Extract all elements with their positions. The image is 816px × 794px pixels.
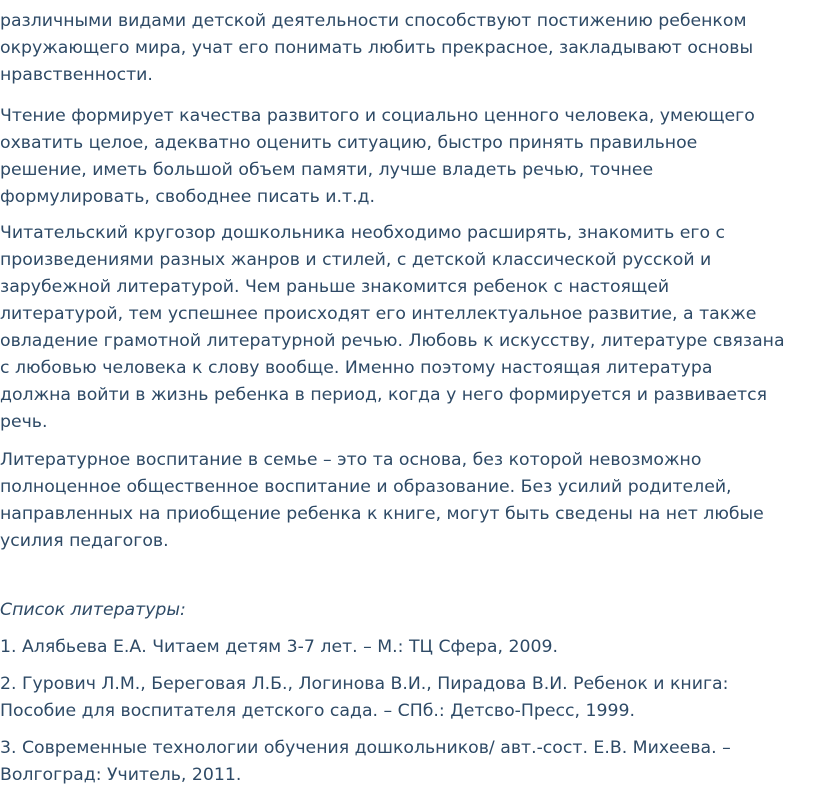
text-line: Литературное воспитание в семье – это та основа, без которой невозможно	[0, 450, 702, 470]
text-line: овладение грамотной литературной речью. Любовь к искусству, литературе связана	[0, 331, 785, 351]
text-line: Чтение формирует качества развитого и социально ценного человека, умеющего	[0, 106, 755, 126]
text-line: 3. Современные технологии обучения дошкольников/ авт.-сост. Е.В. Михеева. –	[0, 738, 731, 758]
paragraph-1	[0, 8, 816, 89]
text-line: различными видами детской деятельности способствуют постижению ребенком	[0, 11, 747, 31]
references-heading	[0, 597, 816, 624]
text-line: литературой, тем успешнее происходят его интеллектуальное развитие, а также	[0, 304, 757, 324]
text-line: произведениями разных жанров и стилей, с детской классической русской и	[0, 250, 712, 270]
text-line: должна войти в жизнь ребенка в период, когда у него формируется и развивается	[0, 385, 768, 405]
text-line: Волгоград: Учитель, 2011.	[0, 765, 242, 785]
text-line: нравственности.	[0, 65, 153, 85]
text-line: с любовью человека к слову вообще. Именно поэтому настоящая литература	[0, 358, 713, 378]
text-line: Читательский кругозор дошкольника необходимо расширять, знакомить его с	[0, 223, 726, 243]
references-heading-text: Список литературы:	[0, 600, 186, 620]
text-line: 2. Гурович Л.М., Береговая Л.Б., Логинова В.И., Пирадова В.И. Ребенок и книга:	[0, 674, 729, 694]
text-line: Пособие для воспитателя детского сада. – СПб.: Детсво-Пресс, 1999.	[0, 701, 635, 721]
text-line: формулировать, свободнее писать и.т.д.	[0, 187, 375, 207]
text-line: 1. Алябьева Е.А. Читаем детям 3-7 лет. – М.: ТЦ Сфера, 2009.	[0, 637, 558, 657]
reference-item-3	[0, 735, 816, 789]
paragraph-2	[0, 103, 816, 211]
text-line: зарубежной литературой. Чем раньше знакомится ребенок с настоящей	[0, 277, 670, 297]
text-line: полноценное общественное воспитание и образование. Без усилий родителей,	[0, 477, 732, 497]
reference-item-2	[0, 671, 816, 725]
text-line: речь.	[0, 412, 48, 432]
text-line: направленных на приобщение ребенка к книге, могут быть сведены на нет любые	[0, 504, 764, 524]
text-line: окружающего мира, учат его понимать любить прекрасное, закладывают основы	[0, 38, 754, 58]
paragraph-3	[0, 220, 816, 436]
text-line: усилия педагогов.	[0, 531, 169, 551]
paragraph-4	[0, 447, 816, 555]
text-line: охватить целое, адекватно оценить ситуацию, быстро принять правильное	[0, 133, 698, 153]
text-line: решение, иметь большой объем памяти, лучше владеть речью, точнее	[0, 160, 654, 180]
reference-item-1	[0, 634, 816, 661]
